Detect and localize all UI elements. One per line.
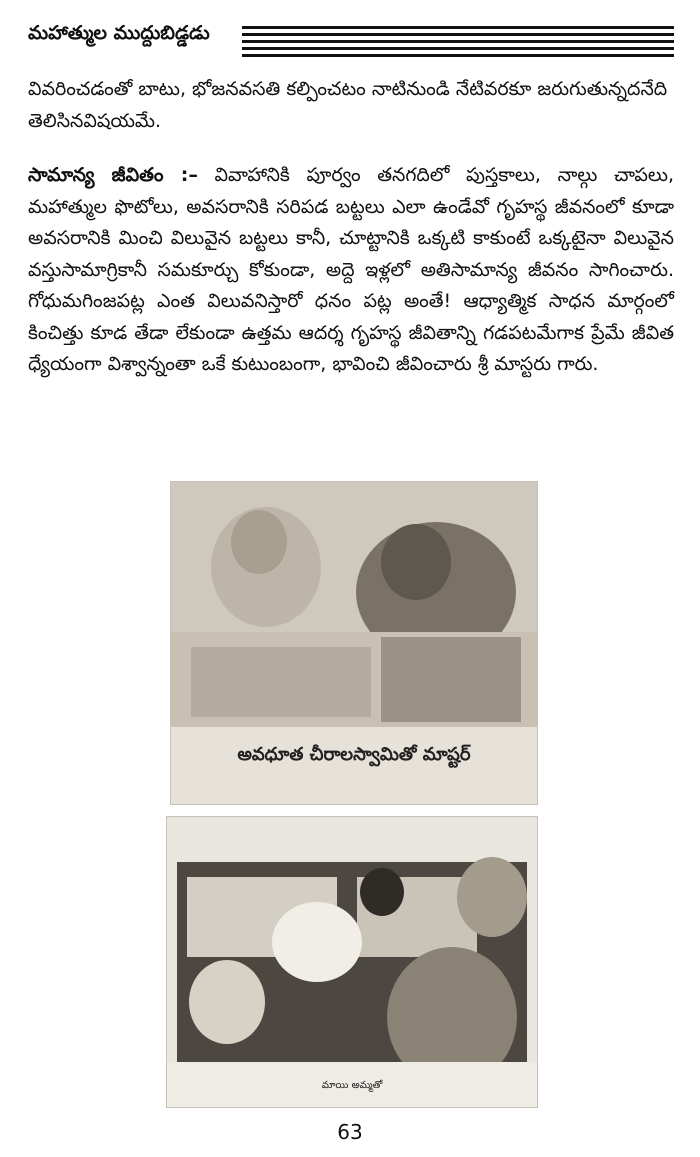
book-title: మహాత్ముల ముద్దుబిడ్డడు [28,22,210,44]
photo-caption: అవధూత చీరాలస్వామితో మాష్టర్ [237,744,471,765]
header-rule [242,26,674,29]
photo-image [167,817,537,1107]
photo-with-mother [166,816,538,1108]
page-number: 63 [337,1120,363,1144]
section-label: సామాన్య జీవితం :– [28,164,198,186]
header-rule [242,40,674,43]
header-rule [242,33,674,36]
running-header [28,20,674,58]
paragraph-text: వివాహానికి పూర్వం తనగదిలో పుస్తకాలు, నాల్గు చాపలు, మహాత్ముల ఫొటోలు, అవసరానికి సరిపడ బట్టలు ఎలా ఉండేవో గృహస్థ జీవనంలో కూడా అవసరానికి మించి విలువైన బట్టలు కానీ, చూట్టానికి ఒక్కటి కాకుంటే ఒక్కటైనా విలువైన వస్తుసామాగ్రికానీ సమకూర్చు కోకుండా, అద్దె ఇళ్లలో అతిసామాన్య జీవనం సాగించారు. గోధుమగింజపట్ల ఎంత విలువనిస్తారో ధనం పట్ల అంతే! ఆధ్యాత్మిక సాధన మార్గంలో కించిత్తు కూడ తేడా లేకుండా ఉత్తమ ఆదర్శ గృహస్థ జీవితాన్ని గడపటమేగాక ప్రేమే జీవిత ధ్యేయంగా విశ్వాన్నంతా ఒకే కుటుంబంగా, భావించి జీవించారు శ్రీ మాస్టరు గారు. [28,164,674,375]
photo-caption: మాయి అమ్మతో [321,1080,383,1091]
photo-with-avadhuta [170,481,538,805]
paragraph-simple-life [28,160,674,381]
header-rules [242,26,674,56]
header-rule [242,47,674,50]
header-rule [242,54,674,57]
paragraph-continued: వివరించడంతో బాటు, భోజనవసతి కల్పించటం నాటినుండి నేటివరకూ జరుగుతున్నదనేది తెలిసినవిషయమే. [28,78,668,132]
